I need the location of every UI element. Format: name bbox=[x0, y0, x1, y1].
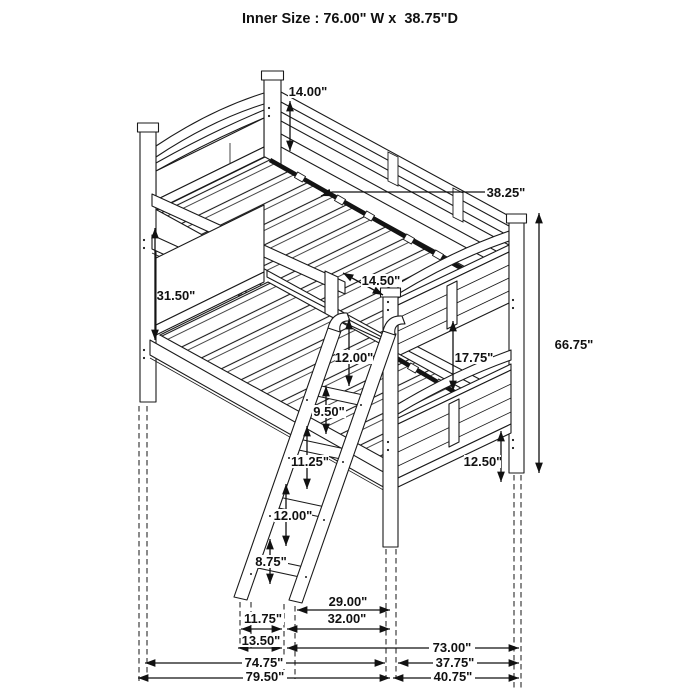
dim-label: 73.00" bbox=[432, 640, 472, 655]
dim-label: 17.75" bbox=[454, 350, 494, 365]
dim-label: 66.75" bbox=[554, 337, 594, 352]
dim-overall-height bbox=[539, 213, 597, 473]
dim-bed-frame-length bbox=[287, 640, 519, 655]
dim-label: 32.00" bbox=[327, 611, 367, 626]
dim-label: 31.50" bbox=[156, 288, 196, 303]
dim-label: 8.75" bbox=[255, 554, 287, 569]
dim-label: 9.50" bbox=[313, 404, 345, 419]
dim-label: 29.00" bbox=[328, 594, 368, 609]
dim-label: 12.00" bbox=[273, 508, 313, 523]
dim-label: 12.50" bbox=[463, 454, 503, 469]
dim-label: 11.25" bbox=[291, 454, 329, 469]
dim-ladder-span bbox=[287, 611, 390, 629]
dim-overall-depth bbox=[393, 669, 519, 684]
dim-ladder-foot-offset bbox=[297, 594, 390, 610]
dim-ladder-footprint bbox=[238, 633, 282, 648]
dim-label: 14.50" bbox=[361, 273, 401, 288]
dim-label: 40.75" bbox=[433, 669, 473, 684]
dim-ladder-base-depth bbox=[241, 611, 284, 629]
inner-size-title: Inner Size : 76.00" W x 38.75"D bbox=[241, 11, 459, 27]
dim-label: 13.50" bbox=[241, 633, 281, 648]
dim-label: 37.75" bbox=[435, 655, 475, 670]
dim-label: 79.50" bbox=[245, 669, 285, 684]
dim-frame-depth bbox=[398, 655, 519, 670]
dim-label: 14.00" bbox=[288, 84, 328, 99]
dim-label: 11.75" bbox=[244, 611, 282, 626]
dim-length-without-ladder bbox=[145, 655, 385, 670]
dim-label: 38.25" bbox=[486, 185, 526, 200]
dim-overall-length bbox=[138, 669, 390, 684]
dim-label: 12.00" bbox=[334, 350, 374, 365]
dim-label: 74.75" bbox=[244, 655, 284, 670]
